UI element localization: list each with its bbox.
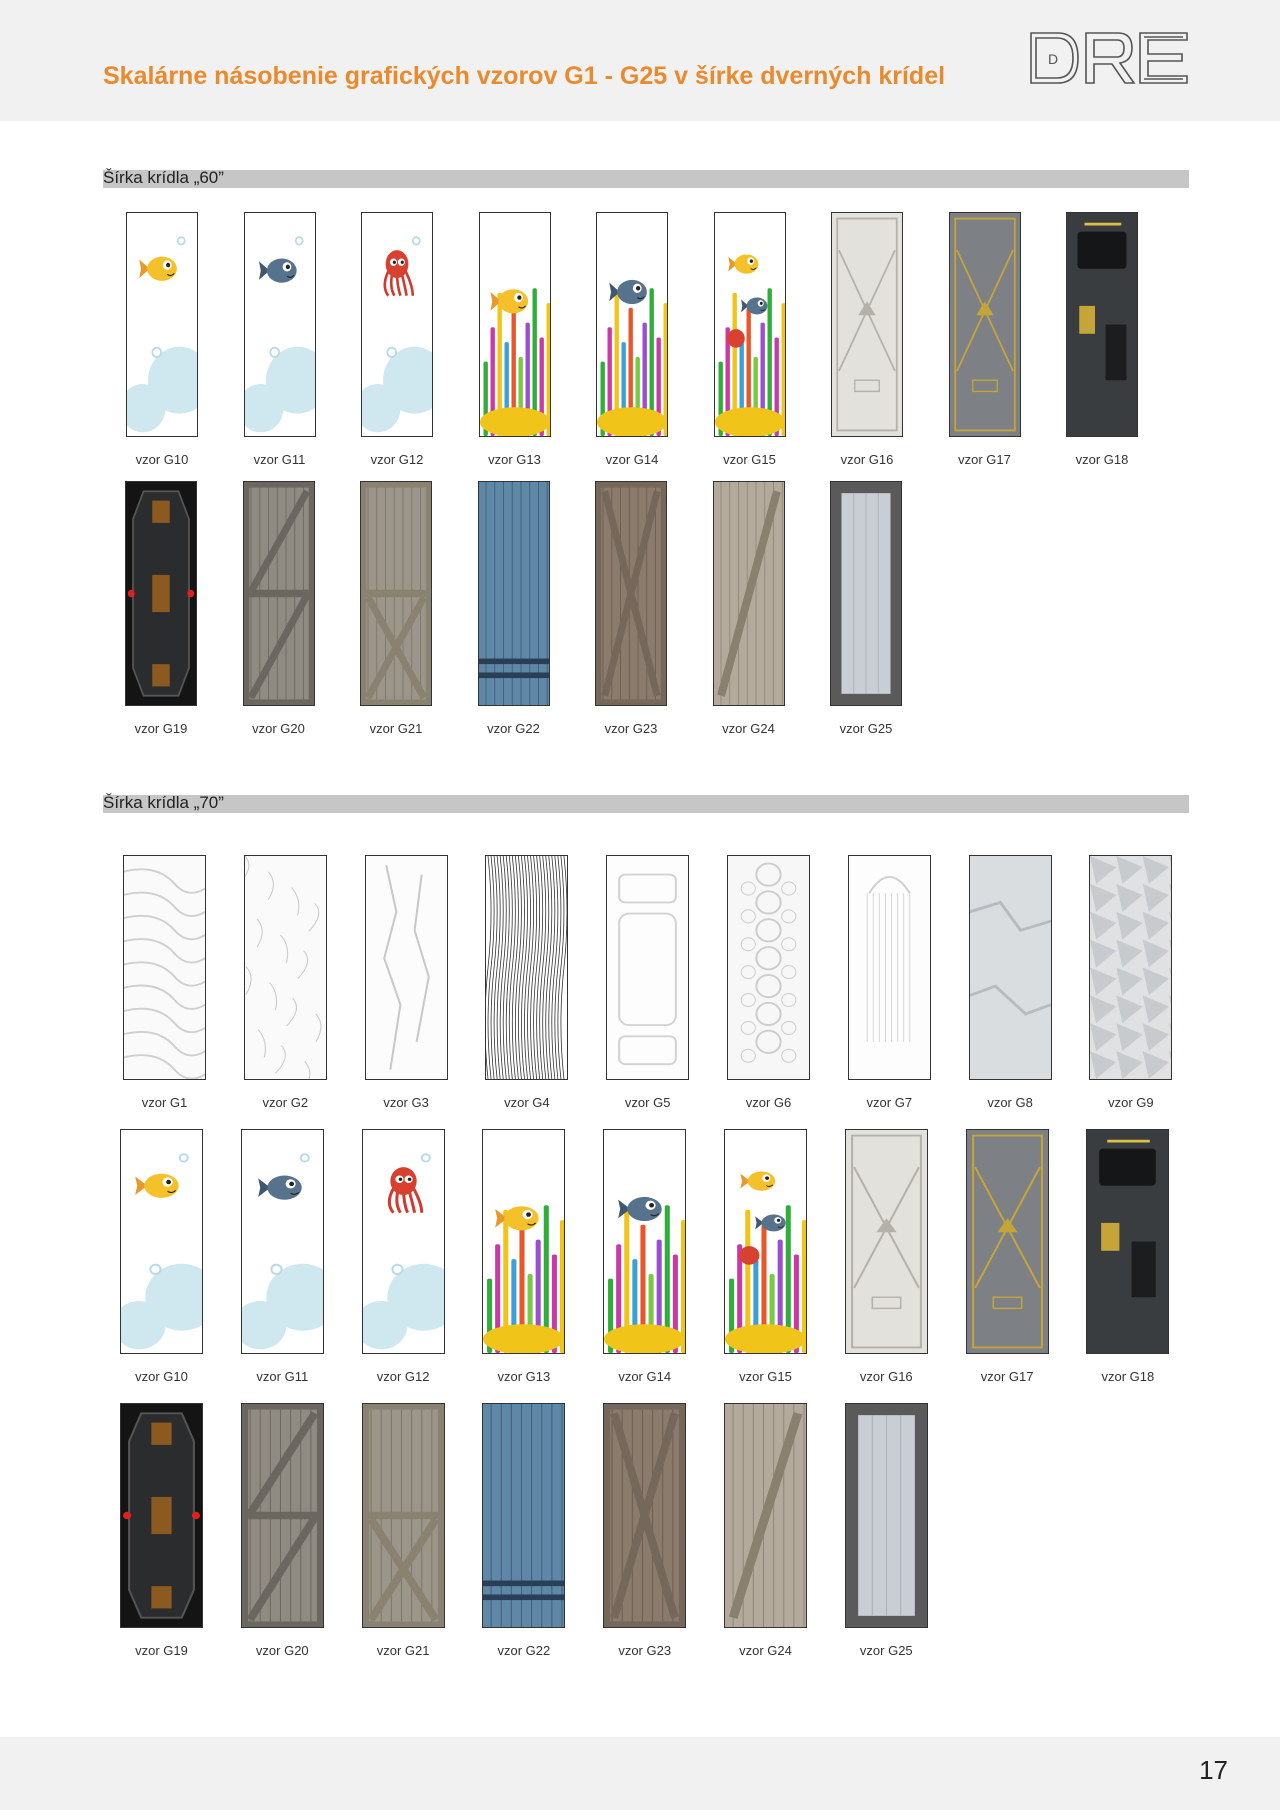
door-pattern-image [482, 1403, 565, 1628]
door-pattern-image [966, 1129, 1049, 1354]
door-pattern-image [485, 855, 568, 1080]
door-pattern-caption: vzor G15 [739, 1369, 792, 1384]
door-pattern-caption: vzor G5 [624, 1095, 671, 1110]
door-pattern-caption: vzor G12 [370, 452, 424, 467]
door-pattern-image [360, 481, 432, 706]
svg-text:D: D [1048, 51, 1059, 67]
section-60-header [103, 170, 1189, 188]
page-title: Skalárne násobenie grafických vzorov G1 - G25 v šírke dverných krídel [103, 62, 946, 90]
door-pattern-image [479, 212, 551, 437]
door-pattern-caption: vzor G23 [604, 721, 658, 736]
door-pattern-caption: vzor G16 [859, 1369, 913, 1384]
door-pattern-image [724, 1403, 807, 1628]
door-pattern-caption: vzor G1 [141, 1095, 188, 1110]
door-pattern-caption: vzor G7 [866, 1095, 913, 1110]
door-pattern-caption: vzor G4 [504, 1095, 550, 1110]
door-pattern-caption: vzor G16 [840, 452, 894, 467]
door-pattern-image [241, 1403, 324, 1628]
door-pattern-image [1086, 1129, 1169, 1354]
door-pattern-image [123, 855, 206, 1080]
door-pattern-caption: vzor G11 [253, 452, 306, 467]
door-pattern-image [478, 481, 550, 706]
section-60-row-2 [0, 481, 1280, 761]
door-pattern-caption: vzor G11 [256, 1369, 309, 1384]
door-pattern-image [603, 1129, 686, 1354]
door-pattern-image [969, 855, 1052, 1080]
door-pattern-caption: vzor G18 [1101, 1369, 1155, 1384]
door-pattern-caption: vzor G19 [134, 721, 188, 736]
door-pattern-caption: vzor G24 [722, 721, 775, 736]
door-pattern-image [603, 1403, 686, 1628]
page-header [0, 0, 1280, 121]
door-pattern-image [244, 212, 316, 437]
door-pattern-caption: vzor G14 [618, 1369, 672, 1384]
door-pattern-image [713, 481, 785, 706]
door-pattern-caption: vzor G15 [723, 452, 776, 467]
page-footer [0, 1737, 1280, 1810]
section-70-row-2 [0, 1129, 1280, 1409]
door-pattern-caption: vzor G22 [487, 721, 540, 736]
door-pattern-caption: vzor G9 [1108, 1095, 1154, 1110]
door-pattern-caption: vzor G3 [383, 1095, 429, 1110]
door-pattern-caption: vzor G25 [859, 1643, 913, 1658]
section-60-row-1 [0, 212, 1280, 492]
door-pattern-image [595, 481, 667, 706]
door-pattern-caption: vzor G18 [1075, 452, 1129, 467]
door-pattern-caption: vzor G10 [135, 1369, 188, 1384]
section-70-header [103, 795, 1189, 813]
door-pattern-image [120, 1403, 203, 1628]
door-pattern-caption: vzor G12 [376, 1369, 430, 1384]
door-pattern-image [830, 481, 902, 706]
door-pattern-caption: vzor G23 [618, 1643, 672, 1658]
door-pattern-image [845, 1129, 928, 1354]
door-pattern-image [727, 855, 810, 1080]
door-pattern-image [362, 1403, 445, 1628]
door-pattern-caption: vzor G20 [252, 721, 305, 736]
section-70-label: Šírka krídla „70” [103, 793, 224, 812]
door-pattern-caption: vzor G6 [745, 1095, 792, 1110]
door-pattern-caption: vzor G25 [839, 721, 893, 736]
door-pattern-image [241, 1129, 324, 1354]
section-60-label: Šírka krídla „60” [103, 168, 224, 187]
door-pattern-image [482, 1129, 565, 1354]
door-pattern-image [714, 212, 786, 437]
door-pattern-image [724, 1129, 807, 1354]
door-pattern-image [1089, 855, 1172, 1080]
door-pattern-caption: vzor G21 [369, 721, 423, 736]
door-pattern-caption: vzor G24 [739, 1643, 792, 1658]
door-pattern-image [949, 212, 1021, 437]
door-pattern-caption: vzor G14 [605, 452, 659, 467]
door-pattern-image [362, 1129, 445, 1354]
door-pattern-caption: vzor G21 [376, 1643, 430, 1658]
door-pattern-image [126, 212, 198, 437]
door-pattern-image [831, 212, 903, 437]
door-pattern-caption: vzor G8 [987, 1095, 1033, 1110]
door-pattern-image [848, 855, 931, 1080]
door-pattern-image [1066, 212, 1138, 437]
door-pattern-caption: vzor G10 [135, 452, 189, 467]
page-number: 17 [1199, 1755, 1228, 1785]
door-pattern-image [244, 855, 327, 1080]
section-70-row-3 [0, 1403, 1280, 1683]
section-70-row-1 [0, 855, 1280, 1135]
door-pattern-image [361, 212, 433, 437]
door-pattern-caption: vzor G19 [135, 1643, 188, 1658]
door-pattern-image [606, 855, 689, 1080]
door-pattern-caption: vzor G13 [497, 1369, 551, 1384]
door-pattern-caption: vzor G17 [958, 452, 1011, 467]
door-pattern-image [243, 481, 315, 706]
dre-logo [1028, 30, 1190, 86]
door-pattern-caption: vzor G22 [497, 1643, 551, 1658]
door-pattern-image [120, 1129, 203, 1354]
door-pattern-image [845, 1403, 928, 1628]
door-pattern-image [365, 855, 448, 1080]
door-pattern-caption: vzor G20 [255, 1643, 309, 1658]
door-pattern-caption: vzor G2 [262, 1095, 309, 1110]
door-pattern-caption: vzor G13 [488, 452, 541, 467]
door-pattern-image [125, 481, 197, 706]
door-pattern-caption: vzor G17 [980, 1369, 1034, 1384]
door-pattern-image [596, 212, 668, 437]
